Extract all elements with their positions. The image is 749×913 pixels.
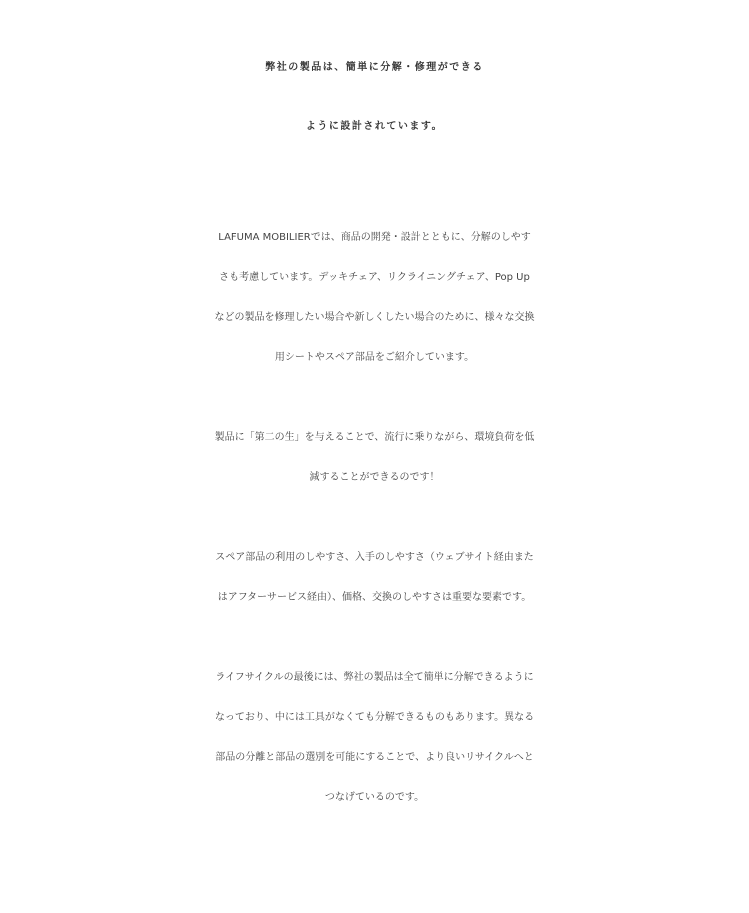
paragraph-line: さも考慮しています。デッキチェア、リクライニングチェア、Pop Up	[219, 272, 530, 283]
paragraph-line: LAFUMA MOBILIERでは、商品の開発・設計とともに、分解のしやす	[218, 232, 531, 243]
paragraph-line: 製品に「第二の生」を与えることで、流行に乗りながら、環境負荷を低	[214, 432, 535, 443]
paragraph-line: ライフサイクルの最後には、弊社の製品は全て簡単に分解できるように	[215, 672, 534, 683]
paragraph-spare-parts	[0, 538, 749, 618]
paragraph-design-for-disassembly	[0, 218, 749, 378]
heading-line-1: 弊社の製品は、簡単に分解・修理ができる	[265, 62, 484, 73]
paragraph-line: 部品の分離と部品の選別を可能にすることで、より良いリサイクルへと	[215, 752, 534, 763]
paragraph-line: スペア部品の利用のしやすさ、入手のしやすさ（ウェブサイト経由また	[215, 552, 534, 563]
paragraph-recycling	[0, 658, 749, 818]
heading-line-2: ように設計されています。	[305, 121, 444, 132]
paragraph-line: 減することができるのです！	[309, 472, 440, 483]
paragraph-line: つなげているのです。	[324, 792, 425, 803]
paragraph-line: はアフターサービス経由）、価格、交換のしやすさは重要な要素です。	[217, 592, 532, 603]
paragraph-line: なっており、中には工具がなくても分解できるものもあります。異なる	[214, 712, 535, 723]
paragraph-line: などの製品を修理したい場合や新しくしたい場合のために、様々な交換	[214, 312, 535, 323]
paragraph-line: 用シートやスペア部品をご紹介しています。	[274, 352, 475, 363]
paragraph-second-life	[0, 418, 749, 498]
